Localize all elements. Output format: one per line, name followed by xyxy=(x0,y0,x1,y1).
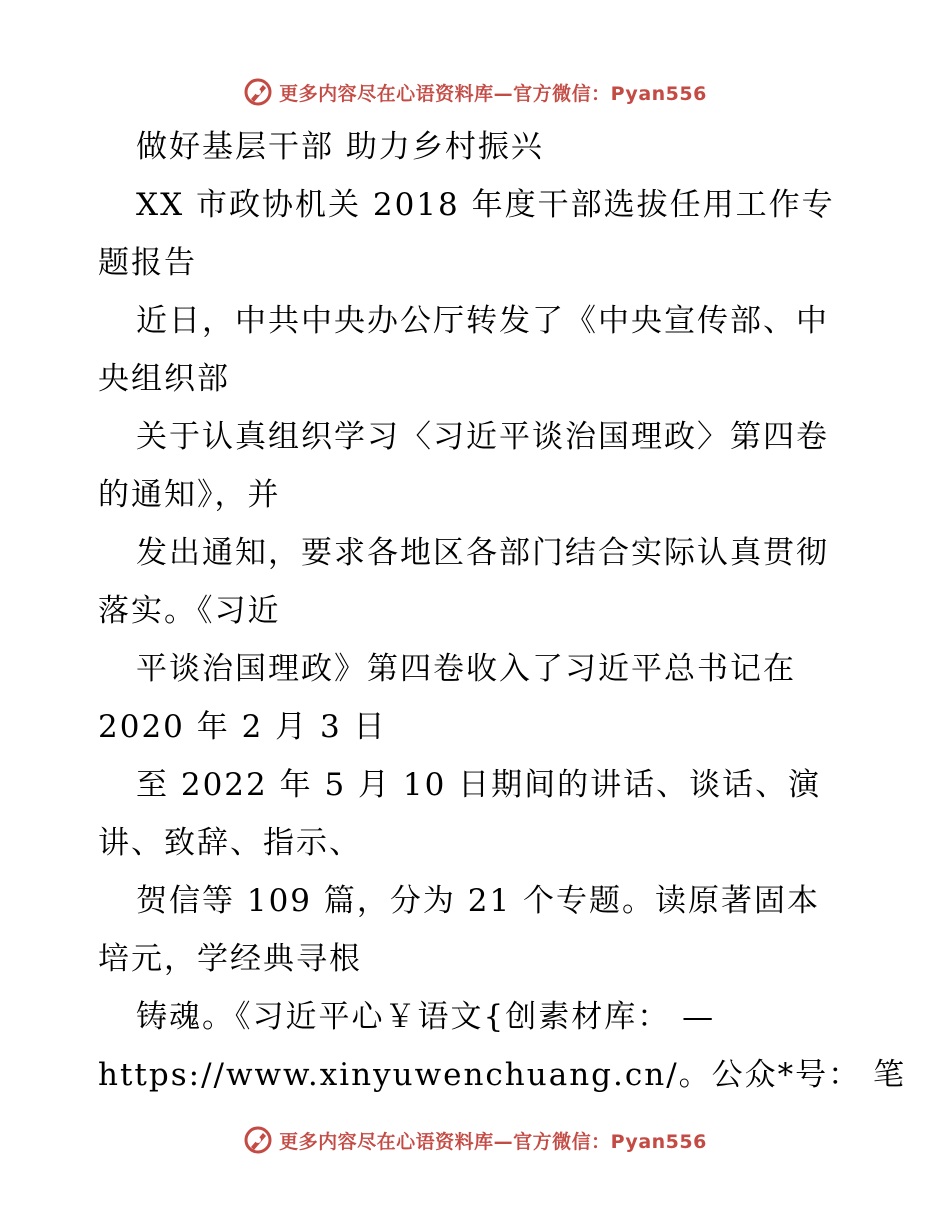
text-line: XX 市政协机关 2018 年度干部选拔任用工作专 xyxy=(136,187,835,223)
text-line: 平谈治国理政》第四卷收入了习近平总书记在 xyxy=(136,651,796,687)
watermark-text: 更多内容尽在心语资料库—官方微信：Pyan556 xyxy=(279,82,707,105)
watermark-text: 更多内容尽在心语资料库—官方微信：Pyan556 xyxy=(279,1130,707,1153)
text-line: 落实。《习近 xyxy=(98,593,281,629)
text-line: 的通知》，并 xyxy=(98,477,281,513)
pen-logo-icon xyxy=(243,1125,273,1155)
watermark-footer xyxy=(0,1120,950,1160)
text-line: 讲、致辞、指示、 xyxy=(98,825,362,861)
document-body xyxy=(98,118,906,1104)
text-line: 题报告 xyxy=(98,245,197,281)
watermark-header xyxy=(0,72,950,112)
text-line: https://www.xinyuwenchuang.cn/。公众*号： 笔 xyxy=(98,1057,906,1093)
text-line: 培元，学经典寻根 xyxy=(98,941,362,977)
text-line: 2020 年 2 月 3 日 xyxy=(98,709,387,745)
text-line: 发出通知，要求各地区各部门结合实际认真贯彻 xyxy=(136,535,829,571)
pen-logo-icon xyxy=(243,77,273,107)
text-line: 央组织部 xyxy=(98,361,230,397)
text-line: 贺信等 109 篇，分为 21 个专题。读原著固本 xyxy=(136,883,821,919)
text-line: 至 2022 年 5 月 10 日期间的讲话、谈话、演 xyxy=(136,767,822,803)
text-line: 近日，中共中央办公厅转发了《中央宣传部、中 xyxy=(136,303,829,339)
text-line: 关于认真组织学习〈习近平谈治国理政〉第四卷 xyxy=(136,419,829,455)
text-line: 铸魂。《习近平心￥语文{创素材库： — xyxy=(136,999,716,1035)
text-line: 做好基层干部 助力乡村振兴 xyxy=(136,129,544,165)
